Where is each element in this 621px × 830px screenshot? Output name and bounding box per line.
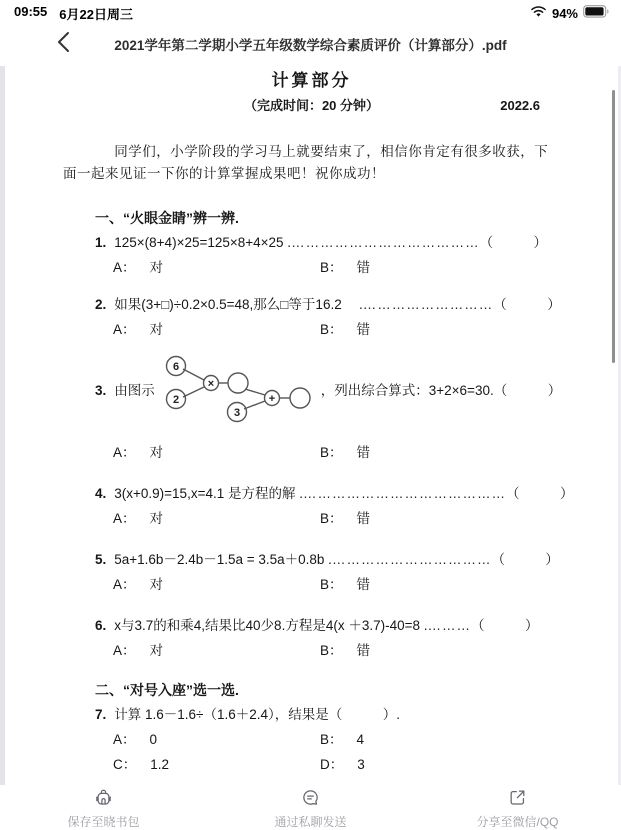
q2-option-a: A： 对 (113, 322, 164, 337)
share-wechat-qq-label: 分享至微信/QQ (476, 815, 559, 829)
q2-option-b: B： 错 (320, 322, 371, 337)
question-2 (5, 296, 618, 338)
q7-number: 7. (95, 707, 107, 722)
q1-option-a: A： 对 (113, 260, 164, 275)
q4-dots: …………………………………… (302, 486, 506, 501)
q6-answer-blank: （ ） (471, 618, 539, 633)
chevron-left-icon (57, 31, 70, 56)
q1-number: 1. (95, 235, 107, 250)
q4-option-b: B： 错 (320, 511, 371, 526)
q4-text: 3(x+0.9)=15,x=4.1 是方程的解 . (114, 486, 303, 501)
chat-bubble-icon (301, 788, 320, 810)
pdf-viewer (0, 66, 621, 785)
q6-dots: ……… (427, 618, 471, 633)
section-1-heading: 一、“火眼金睛”辨一辨. (95, 210, 239, 226)
question-3 (5, 352, 618, 461)
doc-date: 2022.6 (500, 98, 540, 113)
question-6 (5, 617, 618, 659)
q5-number: 5. (95, 552, 107, 567)
q4-number: 4. (95, 486, 107, 501)
q1-dots: ………………………………… (291, 235, 480, 250)
q4-option-a: A： 对 (113, 511, 164, 526)
q6-number: 6. (95, 618, 107, 633)
q3-answer-blank: （ ） (493, 382, 562, 398)
q7-option-d: D： 3 (320, 757, 365, 772)
q3-prefix: 由图示 (114, 382, 155, 398)
q6-option-a: A： 对 (113, 643, 164, 658)
question-1 (5, 234, 618, 276)
clock: 09:55 (14, 3, 48, 19)
send-private-chat-button[interactable] (207, 785, 414, 828)
q3-option-a: A： 对 (113, 445, 164, 460)
q5-option-a: A： 对 (113, 577, 164, 592)
q7-option-a: A： 0 (113, 732, 158, 747)
file-title: 2021学年第二学期小学五年级数学综合素质评价（计算部分）.pdf (114, 38, 507, 53)
svg-text:×: × (207, 378, 214, 390)
q5-answer-blank: （ ） (491, 552, 559, 567)
intro-paragraph: 同学们，小学阶段的学习马上就要结束了，相信你肯定有很多收获，下面一起来见证一下你的计算掌握成果吧！祝你成功！ (63, 144, 549, 181)
svg-text:2: 2 (172, 394, 179, 406)
q7-option-b: B： 4 (320, 732, 365, 747)
wifi-icon (530, 5, 547, 21)
doc-title: 计算部分 (271, 71, 352, 90)
q6-option-b: B： 错 (320, 643, 371, 658)
q1-option-b: B： 错 (320, 260, 371, 275)
back-button[interactable] (50, 30, 76, 56)
q3-flow-diagram (159, 352, 317, 428)
save-to-schoolbag-button[interactable] (0, 785, 207, 828)
section-2-heading: 二、“对号入座”选一选. (95, 682, 239, 698)
q7-option-c: C： 1.2 (113, 757, 170, 772)
q2-dots: ……………………… (362, 297, 494, 312)
svg-text:6: 6 (172, 361, 179, 373)
q2-answer-blank: （ ） (493, 297, 561, 312)
svg-text:3: 3 (233, 407, 240, 419)
save-to-schoolbag-label: 保存至晓书包 (67, 815, 140, 829)
status-date: 6月22日周三 (59, 6, 133, 22)
q5-option-b: B： 错 (320, 577, 371, 592)
question-4 (5, 485, 618, 527)
q3-suffix: ，列出综合算式：3+2×6=30. (320, 382, 494, 398)
q1-answer-blank: （ ） (479, 235, 548, 250)
question-5 (5, 551, 618, 593)
battery-percent: 94% (551, 5, 578, 21)
q3-option-b: B： 错 (320, 445, 371, 460)
bottom-toolbar (0, 785, 621, 828)
backpack-icon (94, 788, 113, 810)
q1-text: 125×(8+4)×25=125×8+4×25 . (114, 235, 292, 250)
q3-number: 3. (95, 382, 107, 398)
q4-answer-blank: （ ） (505, 486, 574, 501)
q2-number: 2. (95, 297, 107, 312)
question-7 (5, 706, 618, 773)
nav-bar (0, 24, 621, 64)
share-wechat-qq-button[interactable] (414, 785, 621, 828)
send-private-chat-label: 通过私聊发送 (274, 815, 347, 829)
doc-subtitle: （完成时间：20 分钟） (243, 98, 380, 113)
q5-dots: …………………………… (331, 552, 492, 567)
q6-text: x与3.7的和乘4,结果比40少8.方程是4(x ＋3.7)-40=8 . (114, 618, 428, 633)
q5-text: 5a+1.6b－2.4b－1.5a = 3.5a＋0.8b . (114, 552, 332, 567)
q7-text: 计算 1.6－1.6÷（1.6＋2.4），结果是（ ）. (114, 707, 400, 722)
share-external-icon (508, 788, 527, 810)
battery-icon (583, 5, 609, 21)
status-bar (0, 0, 621, 24)
pdf-page (5, 66, 618, 773)
svg-text:+: + (268, 393, 275, 405)
q2-text: 如果(3+□)÷0.2×0.5=48,那么□等于16.2 . (114, 297, 363, 312)
